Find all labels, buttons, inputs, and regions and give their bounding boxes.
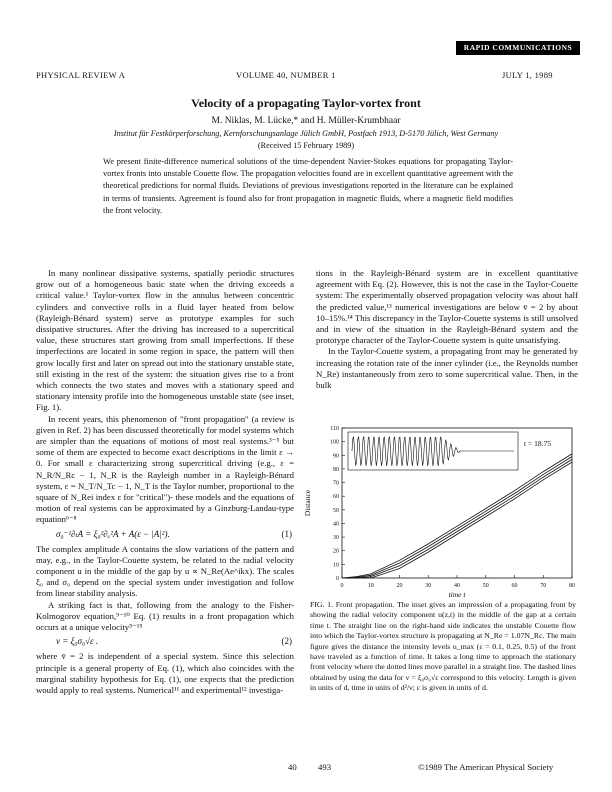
y-tick-label: 90 [333,453,339,460]
x-tick-label: 30 [425,583,432,589]
equation-expression: σ₀⁻¹∂ₜA = ξ₀²∂ₓ²A + A(ε − |A|²). [56,528,170,539]
x-tick-label: 70 [540,583,547,589]
y-tick-label: 50 [333,507,339,514]
received-date: (Received 15 February 1989) [257,141,355,150]
equation-number: (1) [281,528,292,539]
x-tick-label: 0 [340,583,344,589]
journal-name: PHYSICAL REVIEW A [36,70,126,80]
x-tick-label: 20 [396,583,403,589]
abstract: We present finite-difference numerical solutions of the time-dependent Navier-Stokes equations for propagating Taylor-vortex fronts into unstable Couette flow. The propagation velocities found are in excellent quantitative agreement with the theoretical predictions for normal fluids. Deviations of previous investigations reported in the literature can be explained in terms of transients. Agreement is found also for front propagation in magnetic fluids, where a magnetic field modifies the front velocity. [103,157,513,215]
paragraph: In the Taylor-Couette system, a propagating front may be generated by increasing the rotation rate of the inner cylinder (i.e., the Reynolds number N_Re) instantaneously from zero to some supercritical value. Then, in the bulk [316,346,578,391]
series-line-2 [342,457,572,578]
y-tick-label: 60 [333,494,339,501]
equation-expression: v = ξ₀σ₀√ε . [56,636,99,647]
affiliation: Institut für Festkörperforschung, Kernforschungsanlage Jülich GmbH, Postfach 1913, D-5170 Jülich, West Germany [113,129,499,138]
y-tick-label: 110 [330,426,339,432]
inset-label: t = 18.75 [524,439,551,448]
y-tick-label: 100 [330,439,339,446]
figure-1 [296,420,586,598]
front-propagation-chart [296,420,586,598]
paragraph: where v̄ = 2 is independent of a special system. Since this selection principle is a general property of Eq. (1), which also coincides with the marginal stability hypothesis for Eq. (1), one expects that the prediction would apply to real systems. Numerical¹¹ and experimental¹² investiga- [36,651,294,695]
x-tick-label: 80 [569,583,575,589]
y-tick-label: 0 [336,576,339,582]
x-tick-label: 10 [367,583,374,589]
figure-caption: FIG. 1. Front propagation. The inset gives an impression of a propagating front by showing the radial velocity component u(z,t) in the middle of the gap at a certain time t. The straight line on the right-hand side indicates the unstable Couette flow into which the Taylor-vortex structure is propagating at N_Re = 1.07N_Rc. The main figure gives the distance the intensity levels u_max (ε = 0.1, 0.25, 0.5) of the front have traveled as a function of time. It takes a long time to approach the stationary front velocity where the dotted lines move parallel in a straight line. The dashed lines obtained by using the data for v = ξ₀σ₀√ε correspond to this velocity. Length is given in units of d, time in units of d²/ν; ε is given in units of d. [310,600,576,693]
right-column [316,268,578,391]
copyright: ©1989 The American Physical Society [418,762,554,772]
x-axis-label: time t [448,590,466,598]
paragraph: In recent years, this phenomenon of "front propagation" (a review is given in Ref. 2) has been discussed theoretically for model systems which are simpler than the equations of motions of most real systems.³⁻⁵ but some of them are expected to become exact descriptions in the limit ε → 0. For small ε characterizing strong supercritical driving (e.g., ε = N_R/N_Rc − 1, N_R is the Rayleigh number in a Rayleigh-Bénard system, ε = N_T/N_Tc − 1, N_T is the Taylor number, proportional to the square of N_Rei index ε for "critical")- these models and the equations of motion of real systems can be approximated by a Ginzburg-Landau-type equation⁶⁻⁸ [36,413,294,525]
y-tick-label: 30 [333,535,339,542]
paper-title: Velocity of a propagating Taylor-vortex front [191,96,421,110]
y-axis-label: Distance [303,489,312,517]
y-tick-label: 20 [333,548,339,555]
series-line-1 [342,454,572,578]
y-tick-label: 40 [333,521,339,528]
rapid-communications-banner: RAPID COMMUNICATIONS [456,41,580,55]
series-line-3 [342,459,572,578]
paragraph: In many nonlinear dissipative systems, spatially periodic structures grow out of a homogeneous basic state when the driving exceeds a critical value.¹ Taylor-vortex flow in the annulus between concentric cylinders and convective rolls in a fluid layer heated from below (Rayleigh-Bénard system) serve as prototype examples for such dissipative structures. After the driving has increased to a supercritical value, these structures start growing from small imperfections. If these imperfections are located in some region in space, the pattern will then grow locally first and later on spread out into the stationary unstable state, still existing in the rest of the system: the situation gives rise to a front which connects the two states and moves with a stationary speed and stationary intensity profile into the homogeneous unstable state (see inset, Fig. 1). [36,268,294,413]
paragraph: tions in the Rayleigh-Bénard system are in excellent quantitative agreement with Eq. (2). However, this is not the case in the Taylor-Couette system: The experimentally observed propagation velocity was about half the predicted value,¹³ numerical investigations are below v̄ = 2 by about 10–15%.¹⁴ This discrepancy in the Taylor-Couette systems is still unsolved and in view of the situation in the Rayleigh-Bénard system and the prototype character of the Taylor-Couette system is quite unsatisfying. [316,268,578,346]
footer-volume: 40 [288,762,297,772]
equation-number: (2) [281,636,292,647]
page-number: 493 [318,762,332,772]
y-tick-label: 80 [333,466,339,473]
author-list: M. Niklas, M. Lücke,* and H. Müller-Krumbhaar [211,116,401,126]
volume-number: VOLUME 40, NUMBER 1 [236,70,336,80]
paragraph: The complex amplitude A contains the slow variations of the pattern and may, e.g., in the Taylor-Couette system, be related to the radial velocity component u in the middle of the gap by u ∝ N_Re(Ae^ikx). The scales ξ₀ and σ₀ depend on the special system under investigation and follow from linear stability analysis. [36,543,294,599]
equation-1 [36,526,294,544]
y-tick-label: 10 [333,562,339,569]
issue-date: JULY 1, 1989 [502,70,553,80]
equation-2 [36,633,294,651]
series-line-4 [342,462,572,578]
left-column [36,268,294,696]
x-tick-label: 60 [511,583,518,589]
paragraph: A striking fact is that, following from the analogy to the Fisher-Kolmogorov equation,⁹⁻¹⁰ Eq. (1) results in a front propagation which occurs at a unique velocity⁵⁻¹⁵ [36,599,294,633]
x-tick-label: 50 [482,583,489,589]
y-tick-label: 70 [333,480,339,487]
x-tick-label: 40 [454,583,460,589]
